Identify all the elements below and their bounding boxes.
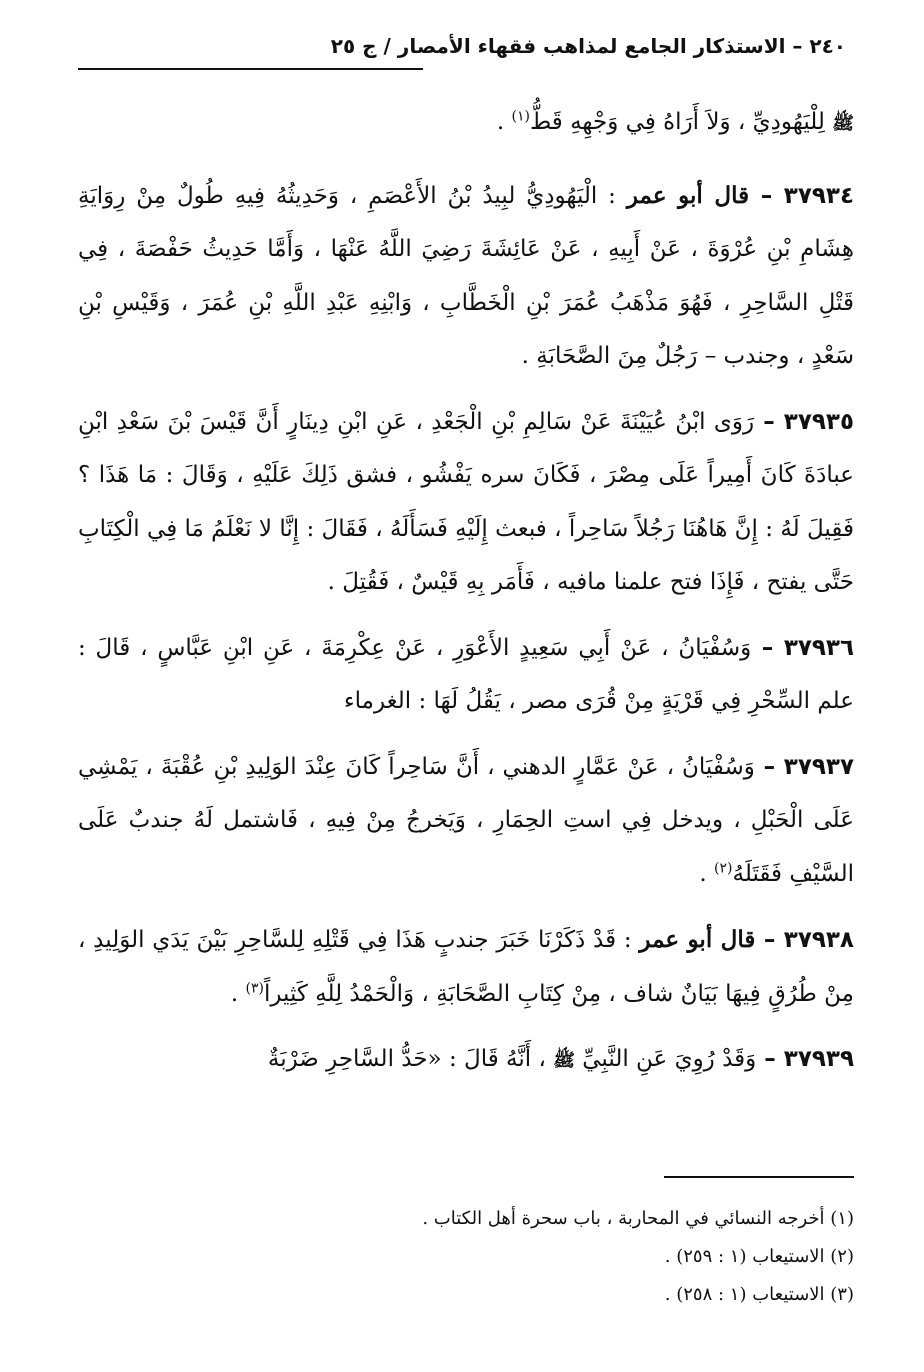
paragraph-text: : الْيَهُودِيُّ لبِيدُ بْنُ الأَعْصَمِ ، وَحَدِيثُهُ فِيهِ طُولٌ مِنْ رِوَايَةِ هِشَامِ بْنِ عُرْوَةَ ، عَنْ أَبِيهِ ، عَنْ عَائِشَةَ رَضِيَ اللَّهُ عَنْهَا ، وَأَمَّا حَدِيثُ حَفْصَةَ ، فِي قَتْلِ السَّاحِرِ ، فَهُوَ مَذْهَبُ عُمَرَ بْنِ الْخَطَّابِ ، وَابْنِهِ عَبْدِ اللَّهِ بْنِ عُمَرَ ، وَقَيْسِ بْنِ سَعْدٍ ، وجندب – رَجُلٌ مِنَ الصَّحَابَةِ . <box>78 182 854 369</box>
numbered-paragraph <box>78 169 854 384</box>
paragraph-text: . <box>230 980 246 1007</box>
main-text <box>78 96 854 1100</box>
honorific-glyph: ﷺ <box>553 1050 575 1071</box>
running-header: ٢٤٠ – الاستذكار الجامع لمذاهب فقهاء الأمصار / ج ٢٥ <box>330 34 846 58</box>
paragraph-number: ٣٧٩٣٦ – <box>751 634 855 661</box>
paragraph-text: وَقَدْ رُوِيَ عَنِ النَّبِيِّ <box>574 1046 757 1072</box>
honorific-glyph: ﷺ <box>832 113 854 134</box>
numbered-paragraph <box>78 622 854 729</box>
paragraph-number: ٣٧٩٣٥ – <box>754 408 854 435</box>
continuation-paragraph <box>78 96 854 151</box>
paragraph-text: : قَدْ ذَكَرْنَا خَبَرَ جندبٍ هَذَا فِي قَتْلِهِ لِلسَّاحِرِ بَيْنَ يَدَي الوَلِيدِ ، مِنْ طُرُقٍ فِيهَا بَيَانٌ شاف ، مِنْ كِتَابِ الصَّحَابَةِ ، وَالْحَمْدُ لِلَّهِ كَثِيراً <box>78 927 854 1007</box>
paragraph-number: ٣٧٩٣٨ – <box>755 927 854 953</box>
paragraph-text: وَسُفْيَانُ ، عَنْ أَبِي سَعِيدٍ الأَعْوَرِ ، عَنْ عِكْرِمَةَ ، عَنِ ابْنِ عَبَّاسٍ ، قَالَ : علم السِّحْرِ فِي قَرْيَةٍ مِنْ قُرَى مصر ، يَقُلُ لَهَا : الغرماء <box>78 634 854 714</box>
paragraph-number: ٣٧٩٣٤ – <box>749 182 854 209</box>
paragraph-number: ٣٧٩٣٩ – <box>756 1046 854 1072</box>
footnote-line: (٣) الاستيعاب (١ : ٢٥٨) . <box>664 1284 854 1305</box>
paragraph-text: وَسُفْيَانُ ، عَنْ عَمَّارٍ الدهني ، أَنَّ سَاحِراً كَانَ عِنْدَ الوَلِيدِ بْنِ عُقْبَةَ ، يَمْشِي عَلَى الْحَبْلِ ، ويدخل فِي استِ الحِمَارِ ، وَيَخرجُ مِنْ فِيهِ ، فَاشتمل لَهُ جندبٌ عَلَى السَّيْفِ فَقَتَلَهُ <box>78 753 854 887</box>
numbered-paragraph <box>78 913 854 1021</box>
speaker-label: قال أبو عمر <box>626 181 750 209</box>
paragraph-text: ، أَنَّهُ قَالَ : «حَدُّ السَّاحِرِ ضَرْبَةٌ <box>267 1046 554 1072</box>
numbered-paragraph <box>78 396 854 610</box>
footnote-line: (٢) الاستيعاب (١ : ٢٥٩) . <box>664 1246 854 1267</box>
paragraph-text: . <box>496 109 512 135</box>
footnote-rule <box>664 1176 854 1178</box>
header-rule <box>78 68 423 70</box>
footnote-marker: (٣) <box>245 979 264 996</box>
paragraph-number: ٣٧٩٣٧ – <box>754 753 854 780</box>
numbered-paragraph <box>78 1033 854 1088</box>
footnote-marker: (١) <box>511 108 530 125</box>
footnotes <box>78 1200 854 1314</box>
numbered-paragraph <box>78 741 854 902</box>
paragraph-text: رَوَى ابْنُ عُيَيْنَةَ عَنْ سَالِمِ بْنِ الْجَعْدِ ، عَنِ ابْنِ دِينَارٍ أَنَّ قَيْسَ بْنَ سَعْدِ ابْنِ عبادَةَ كَانَ أَمِيراً عَلَى مِصْرَ ، فَكَانَ سره يَفْشُو ، فشق ذَلِكَ عَلَيْهِ ، وَقَالَ : مَا هَذَا ؟ فَقِيلَ لَهُ : إِنَّ هَاهُنَا رَجُلاً سَاحِراً ، فبعث إِلَيْهِ فَسَأَلَهُ ، فَقَالَ : إِنَّا لا نَعْلَمُ مَا فِي الْكِتَابِ حَتَّى يفتح ، فَإِذَا فتح علمنا مافيه ، فَأَمَر بِهِ قَيْسٌ ، فَقُتِلَ . <box>78 408 854 595</box>
paragraph-text: لِلْيَهُودِيِّ ، وَلاَ أَرَاهُ فِي وَجْهِهِ قَطُّ <box>529 109 833 135</box>
footnote-marker: (٢) <box>714 859 733 876</box>
paragraph-text: . <box>699 860 715 887</box>
footnote-line: (١) أخرجه النسائي في المحاربة ، باب سحرة أهل الكتاب . <box>422 1208 854 1229</box>
speaker-label: قال أبو عمر <box>639 926 756 953</box>
